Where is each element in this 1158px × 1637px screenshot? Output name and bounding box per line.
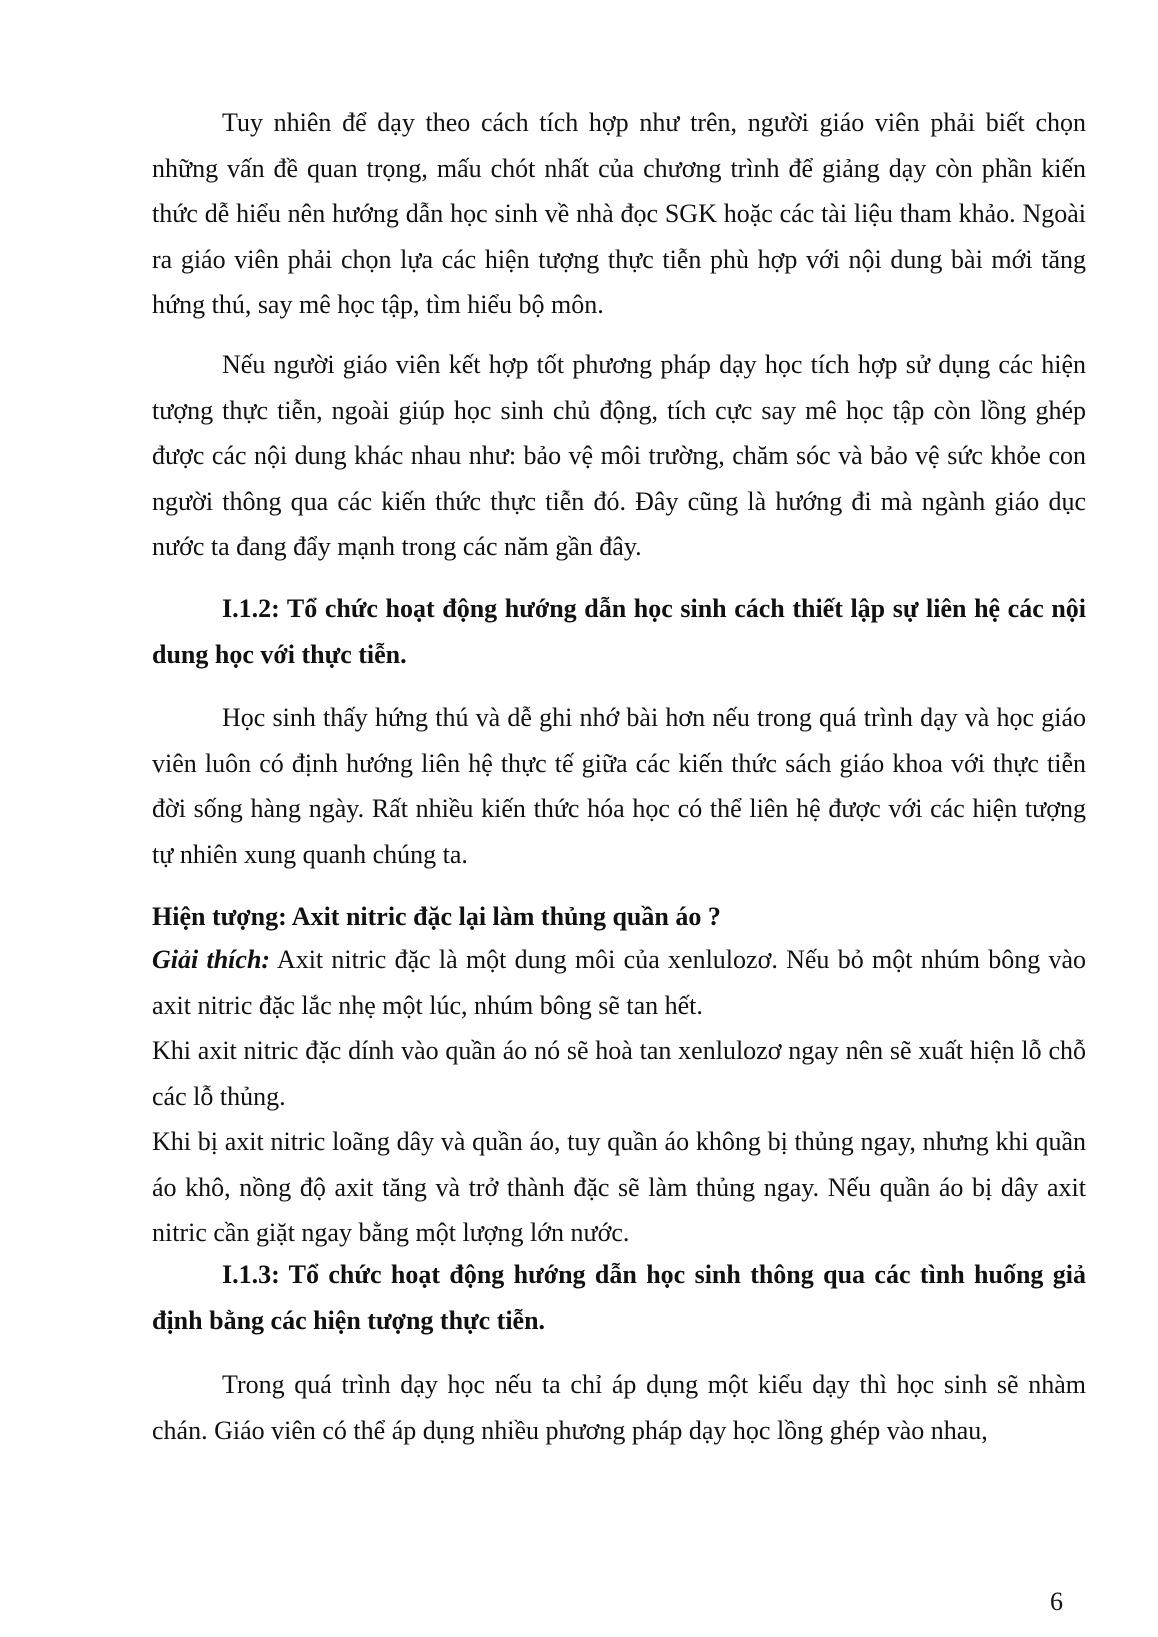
page-number: 6	[1050, 1587, 1063, 1616]
paragraph-6: Trong quá trình dạy học nếu ta chỉ áp dụng một kiểu dạy thì học sinh sẽ nhàm chán. Giáo viên có thể áp dụng nhiều phương pháp dạy học lồng ghép vào nhau,	[152, 1370, 1086, 1445]
phenomenon-title: Hiện tượng: Axit nitric đặc lại làm thủng quần áo ?	[152, 902, 721, 931]
paragraph-2: Nếu người giáo viên kết hợp tốt phương pháp dạy học tích hợp sử dụng các hiện tượng thực tiễn, ngoài giúp học sinh chủ động, tích cực say mê học tập còn lồng ghép được các nội dung khác nhau như: bảo vệ môi trường, chăm sóc và bảo vệ sức khỏe con người thông qua các kiến thức thực tiễn đó. Đây cũng là hướng đi mà ngành giáo dục nước ta đang đẩy mạnh trong các năm gần đây.	[152, 350, 1086, 561]
explanation-paragraph	[152, 937, 1086, 1028]
explanation-label: Giải thích:	[152, 945, 271, 974]
paragraph-1: Tuy nhiên để dạy theo cách tích hợp như trên, người giáo viên phải biết chọn những vấn đề quan trọng, mấu chót nhất của chương trình để giảng dạy còn phần kiến thức dễ hiểu nên hướng dẫn học sinh về nhà đọc SGK hoặc các tài liệu tham khảo. Ngoài ra giáo viên phải chọn lựa các hiện tượng thực tiễn phù hợp với nội dung bài mới tăng hứng thú, say mê học tập, tìm hiểu bộ môn.	[152, 108, 1086, 319]
paragraph-4: Khi axit nitric đặc dính vào quần áo nó sẽ hoà tan xenlulozơ ngay nên sẽ xuất hiện lỗ chỗ các lỗ thủng.	[152, 1036, 1086, 1111]
explanation-text: Axit nitric đặc là một dung môi của xenlulozơ. Nếu bỏ một nhúm bông vào axit nitric đặc lắc nhẹ một lúc, nhúm bông sẽ tan hết.	[152, 945, 1087, 1020]
paragraph-3: Học sinh thấy hứng thú và dễ ghi nhớ bài hơn nếu trong quá trình dạy và học giáo viên luôn có định hướng liên hệ thực tế giữa các kiến thức sách giáo khoa với thực tiễn đời sống hàng ngày. Rất nhiều kiến thức hóa học có thể liên hệ được với các hiện tượng tự nhiên xung quanh chúng ta.	[152, 703, 1086, 869]
section-heading-1-1-3: I.1.3: Tổ chức hoạt động hướng dẫn học sinh thông qua các tình huống giả định bằng các hiện tượng thực tiễn.	[152, 1260, 1086, 1335]
paragraph-5: Khi bị axit nitric loãng dây và quần áo, tuy quần áo không bị thủng ngay, nhưng khi quần áo khô, nồng độ axit tăng và trở thành đặc sẽ làm thủng ngay. Nếu quần áo bị dây axit nitric cần giặt ngay bằng một lượng lớn nước.	[152, 1127, 1086, 1247]
section-heading-1-1-2: I.1.2: Tổ chức hoạt động hướng dẫn học sinh cách thiết lập sự liên hệ các nội dung học với thực tiễn.	[152, 594, 1086, 669]
